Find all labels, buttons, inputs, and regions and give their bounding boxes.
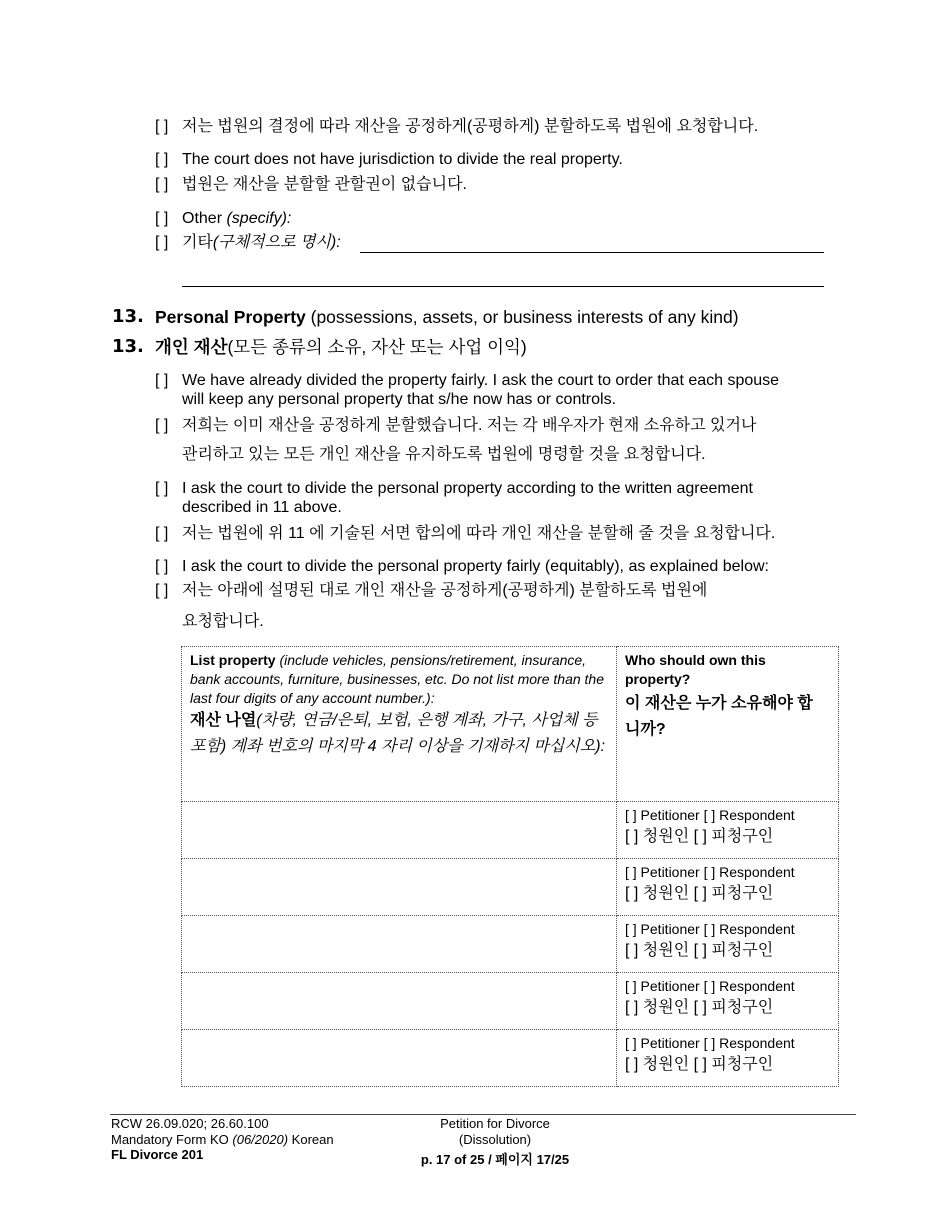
section-number: 13.: [112, 306, 144, 327]
owner-cell[interactable]: [617, 859, 839, 916]
checkbox[interactable]: [ ]: [155, 480, 169, 497]
other-specify-field-line-2[interactable]: [182, 286, 824, 287]
option-already-divided-en-2: will keep any personal property that s/he now has or controls.: [182, 391, 617, 408]
other-label: Other: [182, 210, 223, 227]
owner-header-ko: 이 재산은 누가 소유해야 합니까?: [625, 695, 813, 738]
table-row: [182, 859, 839, 916]
owner-header-en: Who should own this property?: [625, 652, 766, 687]
footer-form: [111, 1132, 334, 1148]
form-prefix: Mandatory Form KO: [111, 1132, 229, 1147]
owner-header: [617, 647, 839, 802]
form-language: Korean: [291, 1132, 334, 1147]
specify-label-ko: (구체적으로 명시):: [212, 234, 341, 251]
list-property-header: [182, 647, 617, 802]
footer-divider: [110, 1114, 856, 1115]
table-row: [182, 802, 839, 859]
option-agreement-en: I ask the court to divide the personal property according to the written agreement: [182, 480, 753, 497]
owner-cell[interactable]: [617, 916, 839, 973]
page-number: p. 17 of 25 / 페이지 17/25: [420, 1152, 570, 1167]
owner-cell[interactable]: [617, 1030, 839, 1087]
other-en: [182, 209, 291, 229]
section-heading-en: [155, 306, 739, 328]
table-row: [182, 1030, 839, 1087]
table-row: [182, 973, 839, 1030]
option-already-divided-ko: 저희는 이미 재산을 공정하게 분할했습니다. 저는 각 배우자가 현재 소유하고 있거나: [182, 417, 757, 434]
owner-options-ko[interactable]: [ ] 청원인 [ ] 피청구인: [625, 828, 774, 845]
option-agreement-ko: 저는 법원에 위 11 에 기술된 서면 합의에 따라 개인 재산을 분할해 줄 것을 요청합니다.: [182, 525, 776, 542]
list-property-label-ko: 재산 나열: [190, 712, 257, 729]
checkbox[interactable]: [ ]: [155, 558, 169, 575]
footer-subtitle: (Dissolution): [458, 1132, 532, 1147]
owner-options-en[interactable]: [ ] Petitioner [ ] Respondent: [625, 921, 795, 937]
section-title-en: Personal Property: [155, 307, 306, 327]
checkbox[interactable]: [ ]: [155, 151, 169, 168]
other-ko: [182, 233, 341, 253]
option-fair-division-ko-2: 요청합니다.: [182, 613, 264, 630]
option-fair-division-ko: 저는 아래에 설명된 대로 개인 재산을 공정하게(공평하게) 분할하도록 법원에: [182, 582, 708, 599]
owner-options-ko[interactable]: [ ] 청원인 [ ] 피청구인: [625, 1056, 774, 1073]
other-specify-field-line-1[interactable]: [360, 252, 824, 253]
no-jurisdiction-en: The court does not have jurisdiction to divide the real property.: [182, 151, 623, 168]
property-table: [181, 646, 839, 1087]
property-cell[interactable]: [182, 973, 617, 1030]
form-date: (06/2020): [232, 1132, 289, 1147]
footer-form-id: FL Divorce 201: [111, 1147, 204, 1162]
owner-cell[interactable]: [617, 973, 839, 1030]
option-already-divided-en: We have already divided the property fairly. I ask the court to order that each spouse: [182, 372, 780, 389]
footer-title: Petition for Divorce: [440, 1116, 550, 1131]
checkbox[interactable]: [ ]: [155, 118, 169, 135]
footer-rcw: RCW 26.09.020; 26.60.100: [111, 1116, 269, 1131]
owner-options-en[interactable]: [ ] Petitioner [ ] Respondent: [625, 978, 795, 994]
owner-options-en[interactable]: [ ] Petitioner [ ] Respondent: [625, 1035, 795, 1051]
section-subtitle-ko: (모든 종류의 소유, 자산 또는 사업 이익): [227, 337, 527, 357]
owner-options-en[interactable]: [ ] Petitioner [ ] Respondent: [625, 864, 795, 880]
table-header-row: [182, 647, 839, 802]
option-agreement-en-2: described in 11 above.: [182, 499, 342, 516]
section-heading-ko: [155, 336, 527, 358]
no-jurisdiction-ko: 법원은 재산을 분할할 관할권이 없습니다.: [182, 176, 467, 193]
section-title-ko: 개인 재산: [155, 337, 228, 357]
owner-options-ko[interactable]: [ ] 청원인 [ ] 피청구인: [625, 999, 774, 1016]
checkbox[interactable]: [ ]: [155, 234, 169, 251]
owner-options-en[interactable]: [ ] Petitioner [ ] Respondent: [625, 807, 795, 823]
property-cell[interactable]: [182, 916, 617, 973]
option-already-divided-ko-2: 관리하고 있는 모든 개인 재산을 유지하도록 법원에 명령할 것을 요청합니다.: [182, 446, 706, 463]
property-cell[interactable]: [182, 1030, 617, 1087]
fair-division-ko: 저는 법원의 결정에 따라 재산을 공정하게(공평하게) 분할하도록 법원에 요청합니다.: [182, 118, 759, 135]
section-number: 13.: [112, 336, 144, 357]
owner-options-ko[interactable]: [ ] 청원인 [ ] 피청구인: [625, 885, 774, 902]
owner-options-ko[interactable]: [ ] 청원인 [ ] 피청구인: [625, 942, 774, 959]
table-row: [182, 916, 839, 973]
list-property-instructions: (include vehicles, pensions/retirement, insurance, bank accounts, furniture, businesses, etc. Do not list more than the last four digits of any account number.):: [190, 652, 604, 706]
list-property-label: List property: [190, 652, 276, 668]
checkbox[interactable]: [ ]: [155, 525, 169, 542]
checkbox[interactable]: [ ]: [155, 176, 169, 193]
specify-label: (specify):: [226, 210, 292, 227]
checkbox[interactable]: [ ]: [155, 210, 169, 227]
property-cell[interactable]: [182, 859, 617, 916]
checkbox[interactable]: [ ]: [155, 417, 169, 434]
list-property-instructions-ko: (차량, 연금/은퇴, 보험, 은행 계좌, 가구, 사업체 등 포함) 계좌 번호의 마지막 4 자리 이상을 기재하지 마십시오):: [190, 712, 606, 755]
checkbox[interactable]: [ ]: [155, 582, 169, 599]
property-cell[interactable]: [182, 802, 617, 859]
section-subtitle-en: (possessions, assets, or business interests of any kind): [310, 307, 739, 327]
owner-cell[interactable]: [617, 802, 839, 859]
checkbox[interactable]: [ ]: [155, 372, 169, 389]
other-label-ko: 기타: [182, 234, 213, 251]
option-fair-division-en: I ask the court to divide the personal property fairly (equitably), as explained below:: [182, 558, 769, 575]
